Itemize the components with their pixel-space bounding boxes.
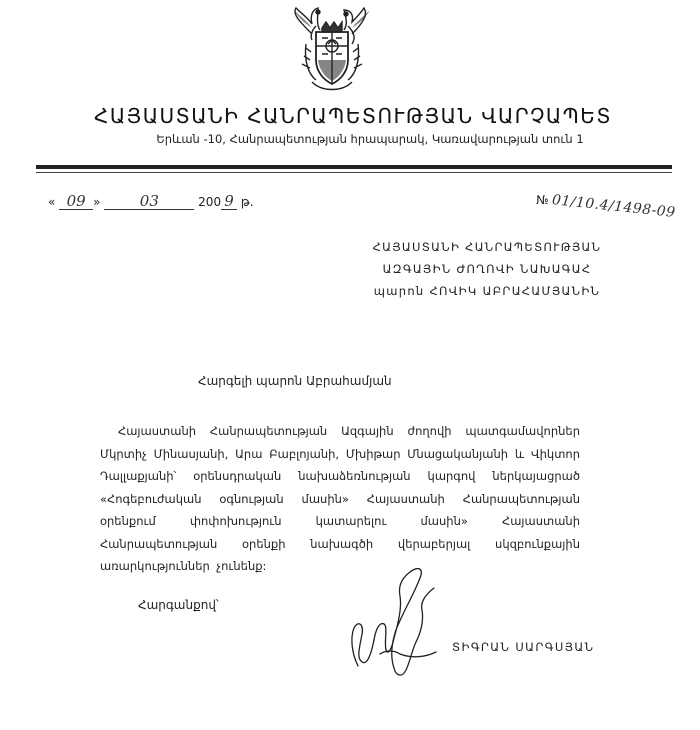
registration-prefix: № <box>536 193 549 207</box>
office-title: ՀԱՅԱՍՏԱՆԻ ՀԱՆՐԱՊԵՏՈՒԹՅԱՆ ՎԱՐՉԱՊԵՏ <box>94 104 612 128</box>
addressee-line: ՀԱՅԱՍՏԱՆԻ ՀԱՆՐԱՊԵՏՈՒԹՅԱՆ <box>372 240 602 254</box>
date-month: 03 <box>139 192 159 210</box>
date-line <box>48 194 254 210</box>
date-year-field <box>221 194 237 210</box>
date-year-digit: 9 <box>224 192 234 210</box>
salutation: Հարգելի պարոն Աբրահամյան <box>198 374 392 388</box>
signer-name: ՏԻԳՐԱՆ ՍԱՐԳՍՅԱՆ <box>452 640 595 654</box>
addressee-line: պարոն ՀՈՎԻԿ ԱԲՐԱՀԱՄՅԱՆԻՆ <box>373 284 601 298</box>
armenian-coat-of-arms-icon <box>282 4 382 94</box>
date-close-quote: » <box>93 195 101 209</box>
addressee-line: ԱԶԳԱՅԻՆ ԺՈՂՈՎԻ ՆԱԽԱԳԱՀ <box>382 262 592 276</box>
letterhead-divider-thin <box>36 172 672 173</box>
date-year-suffix: թ. <box>240 195 254 209</box>
closing: Հարգանքով՝ <box>138 598 219 612</box>
letterhead-divider <box>36 165 672 169</box>
handwritten-signature-icon <box>340 558 470 688</box>
date-month-field <box>104 194 194 210</box>
date-day: 09 <box>66 192 86 210</box>
date-day-field <box>59 194 93 210</box>
office-address: Երևան -10, Հանրապետության հրապարակ, Կառավարության տուն 1 <box>156 132 584 146</box>
registration-value: 01/10.4/1498-09 <box>551 192 677 221</box>
letter-body: Հայաստանի Հանրապետության Ազգային ժողովի պատգամավորներ Մկրտիչ Մինասյանի, Արա Բաբլոյանի, Մխիթար Մնացականյանի և Վիկտոր Դալլաքյանի՝ օրենսդրական նախաձեռնության կարգով ներկայացրած «Հոգեբուժական օգնության մասին» Հայաստանի Հանրապետության օրենքում փոփոխություն կատարելու մասին» Հայաստանի Հանրապետության օրենքի նախագծի վերաբերյալ սկզբունքային առարկություններ չունենք: <box>100 424 580 573</box>
registration-number <box>536 192 677 221</box>
addressee-block <box>372 236 602 302</box>
date-open-quote: « <box>48 195 56 209</box>
date-year-prefix: 200 <box>198 195 222 209</box>
